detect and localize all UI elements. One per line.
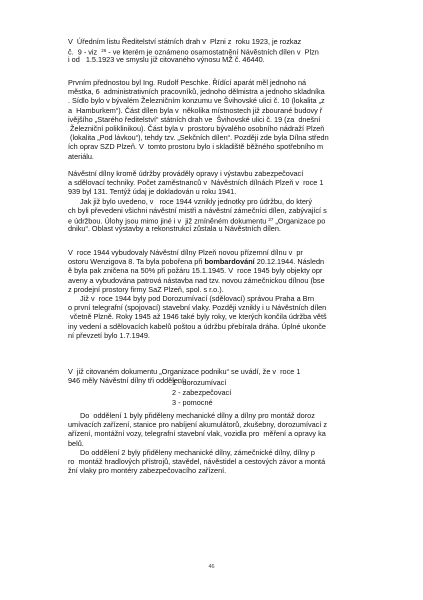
text-line: z prodejní prostory firmy SaZ Plzeň, spol. s r.o.). [68,284,224,294]
footnote-ref: 27 [268,217,274,222]
text-line: a sdělovací techniky. Počet zaměstnanců v Návěstních dílnách Plzeň v roce 1 [68,178,324,188]
department-item: 2 - zabezpečovací [172,388,232,397]
text-line: V roce 1944 vybudovaly Návěstní dílny Plzeň novou přízemní dílnu v pr [68,248,303,257]
text-line: belů. [68,438,84,448]
text-line: . Sídlo bylo v bývalém Železničním konzumu ve Švihovské ulici č. 10 (lokalita „z [68,96,325,106]
text-line: Prvním přednostou byl Ing. Rudolf Peschke. Řídící aparát měl jednoho ná [68,78,307,87]
text-line: žní vlaky pro montéry zabezpečovacího zařízení. [68,466,227,476]
text-line: a Hamburkem“). Část dílen byla v několika místnostech již zbourané budovy ř [68,105,323,115]
text-line: aveny a vybudována patrová nástavba nad tzv. novou zámečnickou dílnou (bse [68,275,325,285]
text-line: iny vedení a sdělovacích kabelů poštou a údržbu přebírala dráha. Úplné ukonče [68,321,326,331]
text-line: ích oprav SZD Plzeň. V tomto prostoru bylo i skladiště běžného spotřebního m [68,142,324,152]
department-item: 3 - pomocné [172,398,213,407]
text-line: Již v roce 1944 byly pod Dorozumívací (sdělovací) správou Praha a Brn [80,294,315,303]
footnote-ref: 26 [101,48,107,54]
department-item: 1 - dorozumívací [172,378,227,387]
text-line: ch byli převedeni všichni návěstní mistři a návěstní zámečníci dílen, zabývající s [68,205,327,215]
text-line: včetně Plzně. Roky 1945 až 1946 také byly roky, ve kterých končila údržba větš [68,312,327,322]
text-line: dniku“. Oblast výstavby a rekonstrukcí zůstala u Návěstních dílen. [68,224,281,234]
text-line: ní převzetí bylo 1.7.1949. [68,330,150,340]
text-line: o první telegrafní (spojovací) stavební vlaky. Později vznikly i u Návěstních dílen [68,303,327,313]
text-line: V již citovaném dokumentu „Organizace podniku“ se uvádí, že v roce 1 [68,367,301,376]
text-line: umívacích zařízení, stanice pro nabíjení akumulátorů, zkušebny, dorozumívací z [68,420,328,430]
text-line: (lokalita „Pod lávkou“), tehdy tzv. „Sekčních dílen“. Později zde byla Dílna středn [68,133,329,143]
text-line: ostoru Wenzigova 8. Ta byla pobořena při bombardování 20.12.1944. Následn [68,257,325,267]
text-line: ivějšího „Starého ředitelství“ státních drah ve Švihovské ulici č. 19 (za dnešní [68,114,321,124]
text-line: Návěstní dílny kromě údržby prováděly opravy i výstavbu zabezpečovací [68,169,304,178]
text-line: 939 byl 131. Tentýž údaj je dokladován u roku 1941. [68,187,237,197]
text-line: Do oddělení 1 byly přiděleny mechanické dílny a dílny pro montáž doroz [80,411,315,420]
text-line: i od 1.5.1923 ve smyslu již citovaného výnosu MŽ č. 46440. [68,55,265,65]
text-line: ě byla pak zničena na 50% při požáru 15.1.1945. V roce 1945 byly objekty opr [68,266,323,276]
text-line: Železniční poliklinikou). Část byla v prostoru bývalého osobního nádraží Plzeň [68,124,325,133]
text-line: V Úředním listu Ředitelství státních drah v Plzni z roku 1923, je rozkaz [68,37,302,46]
text-line: 946 měly Návěstní dílny tři oddělení: [68,376,187,386]
text-line: č. 9 - viz $^{26}$ - ve kterém je oznámeno osamostatnění Návěstních dílen v Plzn [68,47,319,57]
text-line: Jak již bylo uvedeno, v roce 1944 vznikly jednotky pro údržbu, do který [80,196,313,206]
text-line: ateriálu. [68,151,94,161]
text-line: Do oddělení 2 byly přiděleny mechanické dílny, zámečnické dílny, dílny p [80,447,315,457]
page-number: 46 [208,564,215,570]
text-line: ro montáž hradlových přístrojů, stavědel, návěstidel a cestových závor a montá [68,457,326,466]
text-line: ařízení, montážní vozy, telegrafní stavební vlak, vozidla pro měření a opravy ka [68,429,326,439]
text-line: městka, 6 administrativních pracovníků, jednoho dělmistra a jednoho skladníka [68,87,325,97]
text-line: e údržbou. Úlohy jsou mimo jiné i v již zmíněném dokumentu $^{27}$ „Organizace po [68,216,326,226]
